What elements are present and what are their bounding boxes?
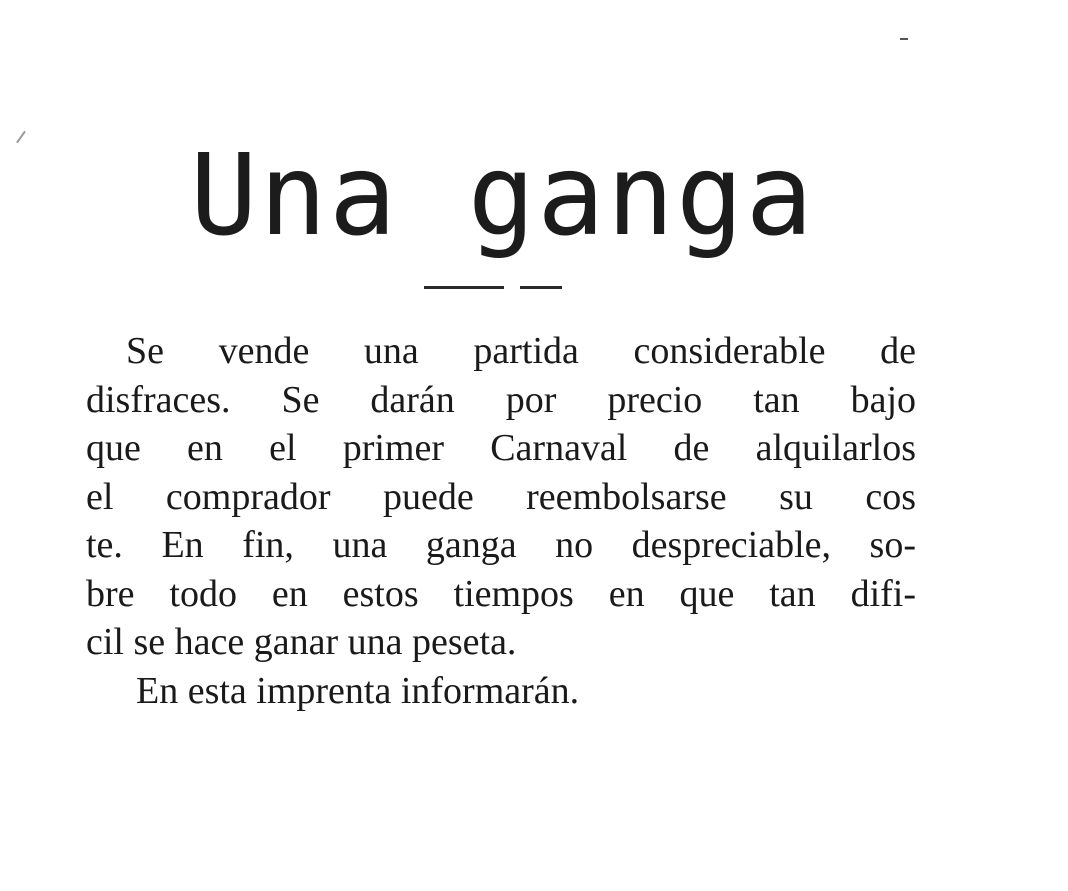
advertisement-body (86, 327, 916, 715)
body-line: Se vende una partida considerable de (126, 330, 916, 372)
print-speck (900, 38, 908, 40)
body-line: te. En fin, una ganga no despreciable, so- (86, 524, 916, 566)
body-line: el comprador puede reembolsarse su cos (86, 475, 916, 518)
body-line: cil se hace ganar una peseta. (86, 621, 517, 663)
divider-rule (424, 286, 504, 289)
body-line: que en el primer Carnaval de alquilarlos (86, 427, 916, 469)
body-line: bre todo en estos tiempos en que tan difi- (86, 572, 916, 615)
body-line: disfraces. Se darán por precio tan bajo (86, 378, 916, 421)
divider-rule (520, 286, 562, 289)
print-speck (16, 131, 26, 144)
headline: Una ganga (190, 131, 815, 261)
closing-line: En esta imprenta informarán. (136, 669, 580, 712)
